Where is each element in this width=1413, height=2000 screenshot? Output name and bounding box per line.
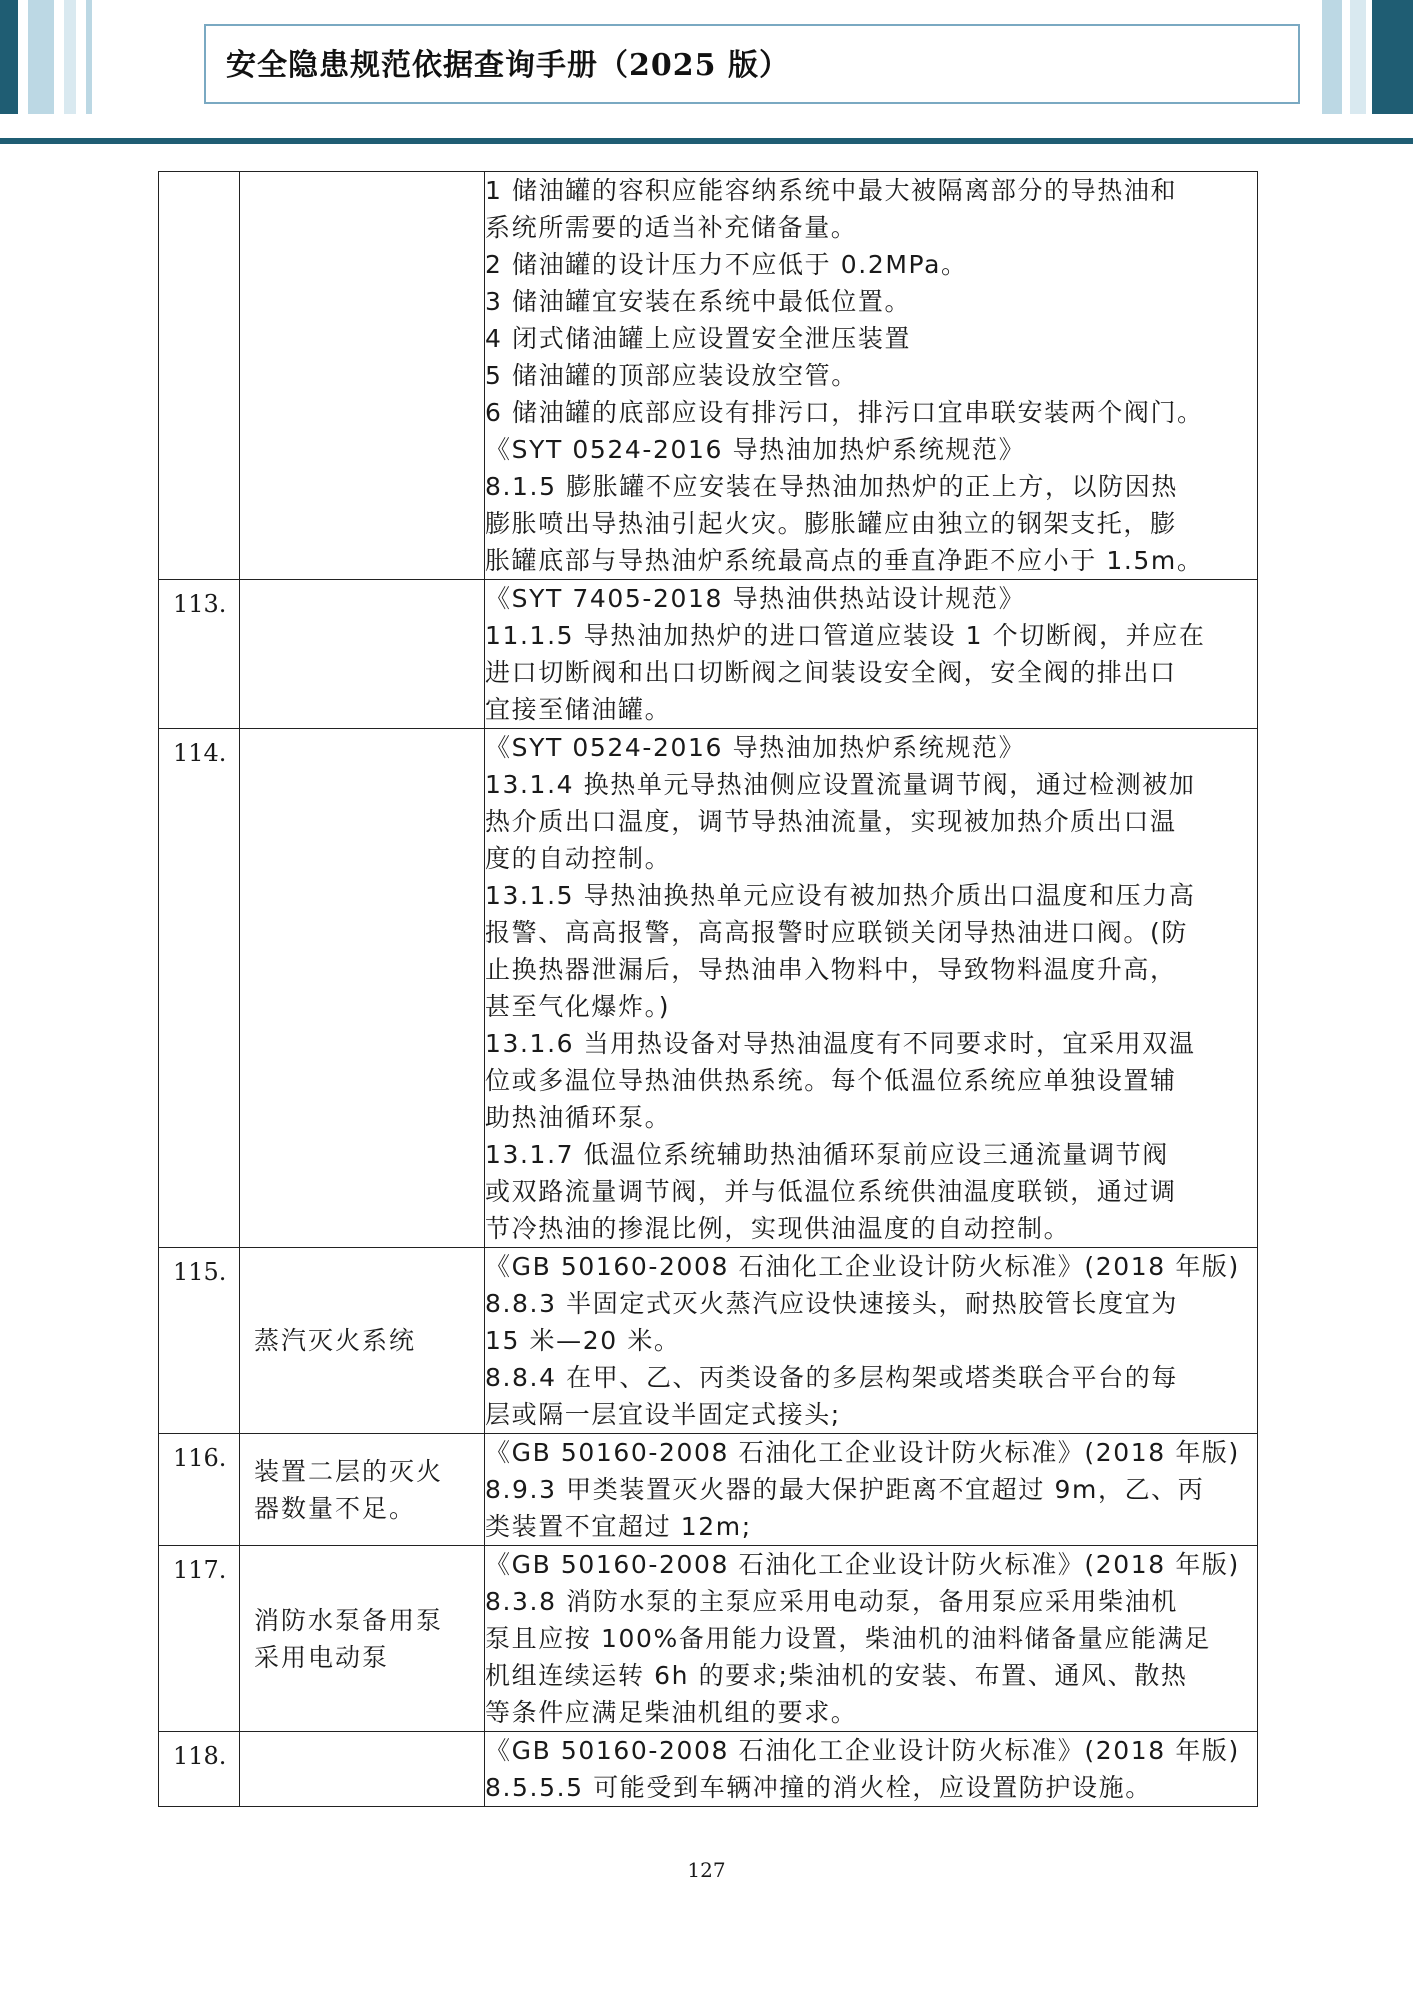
row-number-cell <box>159 1732 240 1807</box>
row-number-cell <box>159 1546 240 1732</box>
row-number-cell <box>159 172 240 580</box>
row-number: 117. <box>173 1556 227 1584</box>
regulation-text-line: 止换热器泄漏后，导热油串入物料中，导致物料温度升高， <box>485 955 1177 984</box>
regulation-basis-cell <box>485 172 1258 580</box>
regulation-text-line: 4 闭式储油罐上应设置安全泄压装置 <box>485 324 912 353</box>
regulation-text-line: 节冷热油的掺混比例，实现供油温度的自动控制。 <box>485 1214 1071 1243</box>
regulation-text-line: 等条件应满足柴油机组的要求。 <box>485 1698 858 1727</box>
hazard-category-cell <box>240 1434 485 1546</box>
hazard-category-cell <box>240 729 485 1248</box>
regulation-text-line: 8.5.5.5 可能受到车辆冲撞的消火栓，应设置防护设施。 <box>485 1773 1152 1802</box>
regulation-text-line: 11.1.5 导热油加热炉的进口管道应装设 1 个切断阀，并应在 <box>485 621 1206 650</box>
regulation-text-line: 《GB 50160-2008 石油化工企业设计防火标准》(2018 年版) <box>485 1252 1240 1281</box>
table-row <box>159 1248 1258 1434</box>
regulation-text-line: 助热油循环泵。 <box>485 1103 672 1132</box>
table-row <box>159 1546 1258 1732</box>
regulation-text-line: 度的自动控制。 <box>485 844 672 873</box>
regulation-text-line: 宜接至储油罐。 <box>485 695 672 724</box>
regulation-text-line: 系统所需要的适当补充储备量。 <box>485 213 858 242</box>
regulation-text-line: 《SYT 7405-2018 导热油供热站设计规范》 <box>485 584 1026 613</box>
regulation-text-line: 膨胀喷出导热油引起火灾。膨胀罐应由独立的钢架支托，膨 <box>485 509 1177 538</box>
header-title-box <box>204 24 1300 104</box>
hazard-category <box>240 1765 484 1773</box>
regulation-text-line: 8.9.3 甲类装置灭火器的最大保护距离不宜超过 9m，乙、丙 <box>485 1475 1205 1504</box>
row-number: 114. <box>173 739 227 767</box>
regulation-text-line: 热介质出口温度，调节导热油流量，实现被加热介质出口温 <box>485 807 1177 836</box>
hazard-category <box>240 372 484 380</box>
regulation-basis-cell <box>485 1248 1258 1434</box>
regulation-text-line: 13.1.4 换热单元导热油侧应设置流量调节阀，通过检测被加 <box>485 770 1196 799</box>
regulation-text-line: 1 储油罐的容积应能容纳系统中最大被隔离部分的导热油和 <box>485 176 1178 205</box>
hazard-category-cell <box>240 580 485 729</box>
regulation-text-line: 位或多温位导热油供热系统。每个低温位系统应单独设置辅 <box>485 1066 1177 1095</box>
regulation-text-line: 3 储油罐宜安装在系统中最低位置。 <box>485 287 912 316</box>
regulation-text-line: 8.8.4 在甲、乙、丙类设备的多层构架或塔类联合平台的每 <box>485 1363 1178 1392</box>
regulation-text-line: 或双路流量调节阀，并与低温位系统供油温度联锁，通过调 <box>485 1177 1177 1206</box>
hazard-category-line: 装置二层的灭火 <box>254 1456 444 1486</box>
regulation-text-line: 8.8.3 半固定式灭火蒸汽应设快速接头，耐热胶管长度宜为 <box>485 1289 1178 1318</box>
row-number-cell <box>159 1248 240 1434</box>
regulation-text-line: 2 储油罐的设计压力不应低于 0.2MPa。 <box>485 250 968 279</box>
regulation-text-line: 胀罐底部与导热油炉系统最高点的垂直净距不应小于 1.5m。 <box>485 546 1204 575</box>
header-stripe <box>1322 0 1342 114</box>
regulation-table <box>158 171 1258 1807</box>
header-stripe <box>1350 0 1366 114</box>
regulation-text-line: 13.1.6 当用热设备对导热油温度有不同要求时，宜采用双温 <box>485 1029 1196 1058</box>
regulation-text-line: 6 储油罐的底部应设有排污口，排污口宜串联安装两个阀门。 <box>485 398 1204 427</box>
hazard-category-cell <box>240 1248 485 1434</box>
row-number-cell <box>159 580 240 729</box>
row-number <box>159 172 239 178</box>
table-row <box>159 172 1258 580</box>
regulation-text-line: 《GB 50160-2008 石油化工企业设计防火标准》(2018 年版) <box>485 1550 1240 1579</box>
header-stripe <box>64 0 76 114</box>
regulation-text-line: 机组连续运转 6h 的要求;柴油机的安装、布置、通风、散热 <box>485 1661 1188 1690</box>
regulation-basis-cell <box>485 729 1258 1248</box>
hazard-category <box>240 984 484 992</box>
page-title: 安全隐患规范依据查询手册（2025 版） <box>226 48 790 83</box>
row-number: 113. <box>173 590 227 618</box>
regulation-text-line: 《SYT 0524-2016 导热油加热炉系统规范》 <box>485 733 1026 762</box>
regulation-text-line: 8.3.8 消防水泵的主泵应采用电动泵，备用泵应采用柴油机 <box>485 1587 1178 1616</box>
regulation-text-line: 泵且应按 100%备用能力设置，柴油机的油料储备量应能满足 <box>485 1624 1211 1653</box>
regulation-text-line: 报警、高高报警，高高报警时应联锁关闭导热油进口阀。(防 <box>485 918 1188 947</box>
regulation-text-line: 13.1.7 低温位系统辅助热油循环泵前应设三通流量调节阀 <box>485 1140 1169 1169</box>
header-rule <box>0 138 1413 144</box>
regulation-basis-cell <box>485 1732 1258 1807</box>
regulation-text-line: 8.1.5 膨胀罐不应安装在导热油加热炉的正上方，以防因热 <box>485 472 1178 501</box>
page-number: 127 <box>687 1858 726 1882</box>
hazard-category <box>240 650 484 658</box>
header-stripe <box>28 0 54 114</box>
regulation-text-line: 类装置不宜超过 12m; <box>485 1512 752 1541</box>
header-stripe <box>0 0 18 114</box>
table-row <box>159 1732 1258 1807</box>
hazard-category-cell <box>240 172 485 580</box>
row-number-cell <box>159 729 240 1248</box>
row-number: 115. <box>173 1258 227 1286</box>
header-stripe <box>1372 0 1413 114</box>
regulation-basis-cell <box>485 1434 1258 1546</box>
regulation-text-line: 15 米—20 米。 <box>485 1326 681 1355</box>
regulation-text-line: 甚至气化爆炸。) <box>485 992 671 1021</box>
hazard-category: 蒸汽灭火系统 <box>254 1326 417 1355</box>
regulation-basis-cell <box>485 580 1258 729</box>
row-number: 116. <box>173 1444 227 1472</box>
table-row <box>159 580 1258 729</box>
regulation-text-line: 5 储油罐的顶部应装设放空管。 <box>485 361 858 390</box>
hazard-category-cell <box>240 1732 485 1807</box>
table-body <box>159 172 1258 1807</box>
regulation-text-line: 《GB 50160-2008 石油化工企业设计防火标准》(2018 年版) <box>485 1438 1240 1467</box>
regulation-text-line: 进口切断阀和出口切断阀之间装设安全阀，安全阀的排出口 <box>485 658 1177 687</box>
regulation-basis-cell <box>485 1546 1258 1732</box>
regulation-text-line: 13.1.5 导热油换热单元应设有被加热介质出口温度和压力高 <box>485 881 1196 910</box>
regulation-text-line: 《SYT 0524-2016 导热油加热炉系统规范》 <box>485 435 1026 464</box>
hazard-category-line: 消防水泵备用泵 <box>254 1605 444 1635</box>
row-number-cell <box>159 1434 240 1546</box>
table-row <box>159 729 1258 1248</box>
hazard-category-line: 器数量不足。 <box>254 1493 417 1523</box>
regulation-text-line: 层或隔一层宜设半固定式接头; <box>485 1400 841 1429</box>
hazard-category-cell <box>240 1546 485 1732</box>
table-row <box>159 1434 1258 1546</box>
row-number: 118. <box>173 1742 227 1770</box>
regulation-text-line: 《GB 50160-2008 石油化工企业设计防火标准》(2018 年版) <box>485 1736 1240 1765</box>
header-stripe <box>86 0 92 114</box>
hazard-category-line: 采用电动泵 <box>254 1642 390 1672</box>
